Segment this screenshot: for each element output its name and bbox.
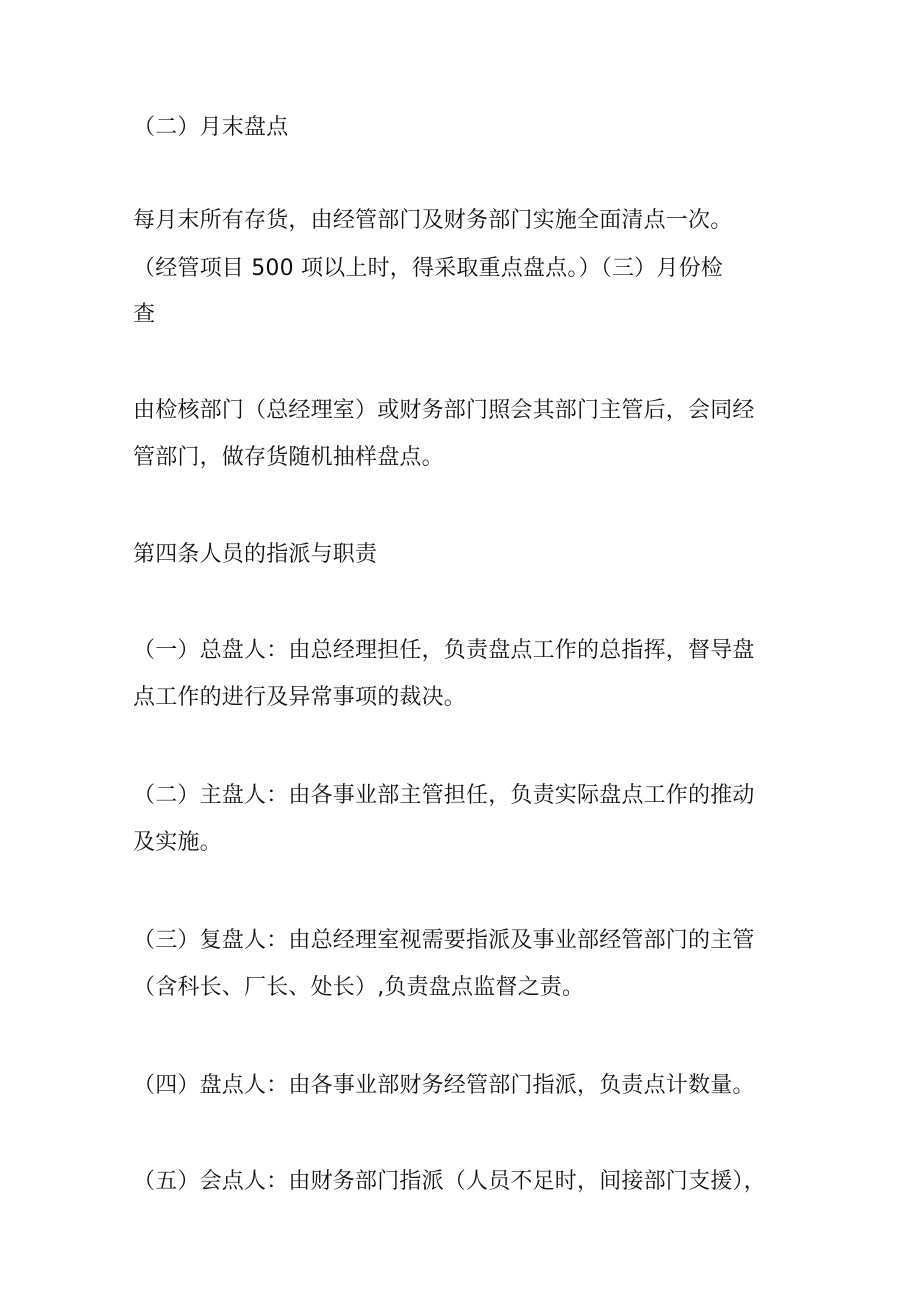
list-item-recount-person: （三）复盘人：由总经理室视需要指派及事业部经管部门的主管 xyxy=(133,928,755,953)
section-heading-monthly-check: 查 xyxy=(133,302,156,327)
list-item-continuation: 点工作的进行及异常事项的裁决。 xyxy=(133,685,467,710)
list-item-general-counter: （一）总盘人：由总经理担任，负责盘点工作的总指挥，督导盘 xyxy=(133,638,755,663)
paragraph-line: 管部门，做存货随机抽样盘点。 xyxy=(133,445,444,470)
paragraph-line: 每月末所有存货，由经管部门及财务部门实施全面清点一次。 xyxy=(133,208,733,233)
paragraph-line: 由检核部门（总经理室）或财务部门照会其部门主管后，会同经 xyxy=(133,398,755,423)
section-heading-month-end-inventory: （二）月末盘点 xyxy=(133,115,289,140)
article-heading-personnel: 第四条人员的指派与职责 xyxy=(133,542,378,567)
list-item-continuation: 及实施。 xyxy=(133,830,222,855)
list-item-joint-counter: （五）会点人：由财务部门指派（人员不足时，间接部门支援）， xyxy=(133,1169,766,1194)
list-item-continuation: （含科长、厂长、处长）,负责盘点监督之责。 xyxy=(133,975,585,1000)
list-item-main-counter: （二）主盘人：由各事业部主管担任，负责实际盘点工作的推动 xyxy=(133,783,755,808)
list-item-counter: （四）盘点人：由各事业部财务经管部门指派，负责点计数量。 xyxy=(133,1073,755,1098)
paragraph-line: （经管项目 500 项以上时，得采取重点盘点。）（三）月份检 xyxy=(133,256,723,281)
